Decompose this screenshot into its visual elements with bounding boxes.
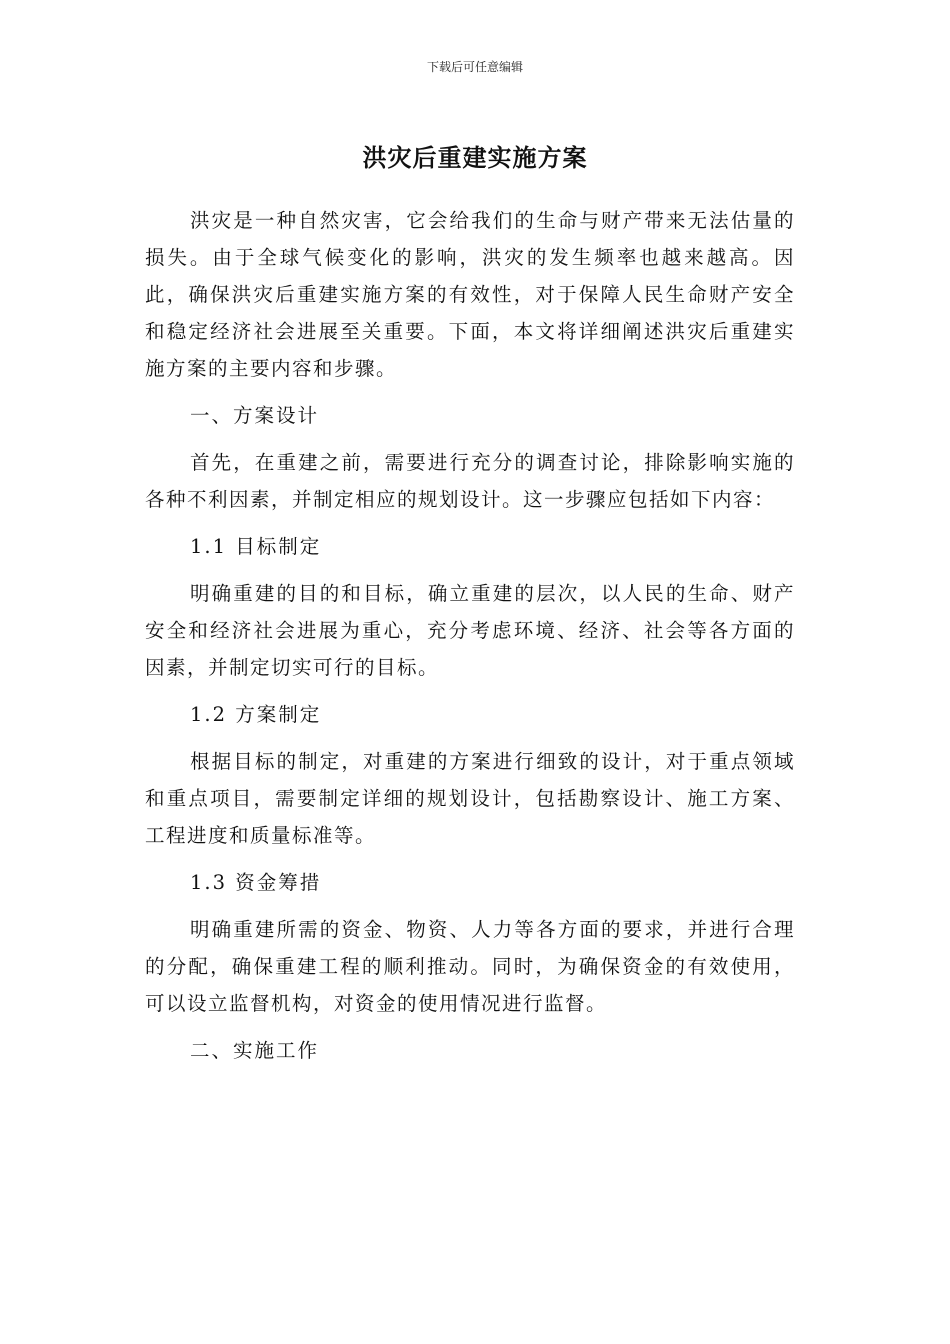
subsection-heading-plan: 1.2 方案制定 <box>190 703 322 726</box>
page-title: 洪灾后重建实施方案 <box>362 144 588 172</box>
header-note: 下载后可任意编辑 <box>426 60 523 74</box>
subsection-heading-funding: 1.3 资金筹措 <box>190 871 322 894</box>
document-body <box>145 202 795 1079</box>
plan-design-paragraph: 首先，在重建之前，需要进行充分的调查讨论，排除影响实施的各种不利因素，并制定相应的规划设计。这一步骤应包括如下内容： <box>145 451 795 511</box>
intro-paragraph: 洪灾是一种自然灾害，它会给我们的生命与财产带来无法估量的损失。由于全球气候变化的影响，洪灾的发生频率也越来越高。因此，确保洪灾后重建实施方案的有效性，对于保障人民生命财产安全和稳定经济社会进展至关重要。下面，本文将详细阐述洪灾后重建实施方案的主要内容和步骤。 <box>145 209 795 380</box>
section-heading-plan-design: 一、方案设计 <box>190 404 320 427</box>
section-heading-implementation: 二、实施工作 <box>190 1039 320 1062</box>
funding-paragraph: 明确重建所需的资金、物资、人力等各方面的要求，并进行合理的分配，确保重建工程的顺利推动。同时，为确保资金的有效使用，可以设立监督机构，对资金的使用情况进行监督。 <box>145 918 795 1015</box>
subsection-heading-goal: 1.1 目标制定 <box>190 535 322 558</box>
plan-paragraph: 根据目标的制定，对重建的方案进行细致的设计，对于重点领域和重点项目，需要制定详细的规划设计，包括勘察设计、施工方案、工程进度和质量标准等。 <box>145 750 795 847</box>
goal-paragraph: 明确重建的目的和目标，确立重建的层次，以人民的生命、财产安全和经济社会进展为重心，充分考虑环境、经济、社会等各方面的因素，并制定切实可行的目标。 <box>145 582 795 679</box>
